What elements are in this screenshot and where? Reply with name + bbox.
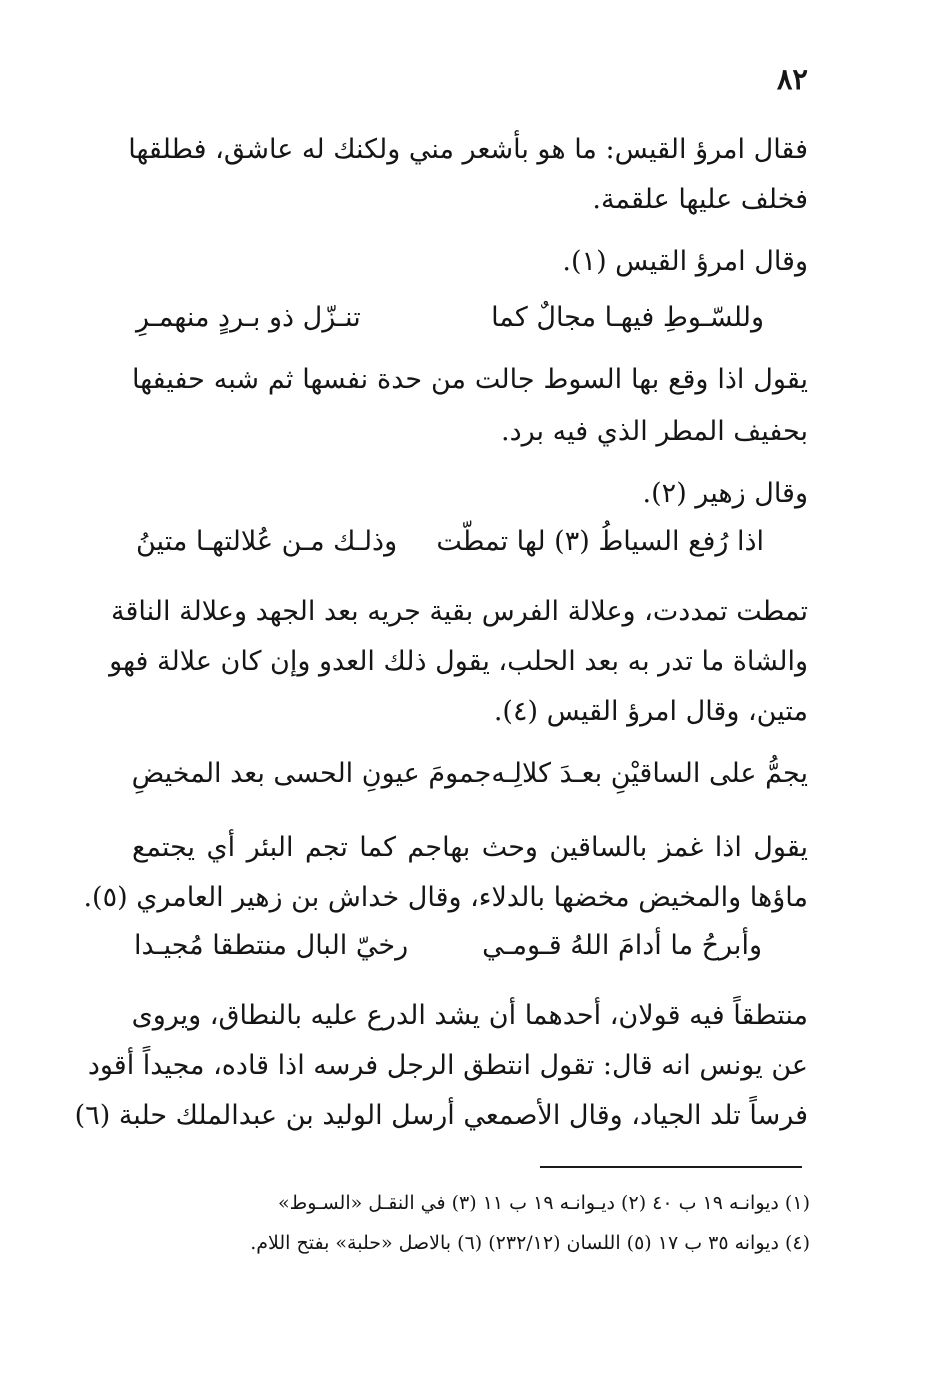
text-line: منتطقاً فيه قولان، أحدهما أن يشد الدرع عليه بالنطاق، ويروى <box>131 1000 808 1031</box>
text-line: وقال امرؤ القيس (١). <box>562 246 808 277</box>
footnote-line: (١) ديوانـه ١٩ ب ٤٠ (٢) ديـوانـه ١٩ ب ١١ (٣) في النقـل «السـوط» <box>278 1192 810 1214</box>
verse-first-hemistich: يجمُّ على الساقيْنِ بعـدَ كلالِـه <box>491 758 808 789</box>
text-line: تمطت تمددت، وعلالة الفرس بقية جريه بعد الجهد وعلالة الناقة <box>111 596 808 627</box>
text-line: عن يونس انه قال: تقول انتطق الرجل فرسه اذا قاده، مجيداً أقود <box>87 1050 808 1081</box>
text-line: فرساً تلد الجياد، وقال الأصمعي أرسل الوليد بن عبدالملك حلبة (٦) <box>74 1100 808 1131</box>
verse-line <box>132 752 808 796</box>
verse-first-hemistich: وأبرحُ ما أدامَ اللهُ قـومـي <box>482 930 762 961</box>
verse-second-hemistich: رخيّ البال منتطقا مُجيـدا <box>134 930 409 961</box>
verse-line <box>136 520 764 564</box>
text-line: يقول اذا غمز بالساقين وحث بهاجم كما تجم البئر أي يجتمع <box>132 832 808 863</box>
verse-first-hemistich: اذا رُفع السياطُ (٣) لها تمطّت <box>436 526 764 557</box>
text-line: متين، وقال امرؤ القيس (٤). <box>493 696 808 727</box>
text-line: بحفيف المطر الذي فيه برد. <box>501 416 808 447</box>
text-line: يقول اذا وقع بها السوط جالت من حدة نفسها ثم شبه حفيفها <box>132 364 808 395</box>
verse-line <box>134 924 762 968</box>
text-line: فقال امرؤ القيس: ما هو بأشعر مني ولكنك له عاشق، فطلقها <box>128 134 808 165</box>
verse-second-hemistich: تنـزّل ذو بـردٍ منهمـرِ <box>136 302 361 333</box>
text-line: فخلف عليها علقمة. <box>592 184 808 215</box>
text-line: والشاة ما تدر به بعد الحلب، يقول ذلك العدو وإن كان علالة فهو <box>109 646 808 677</box>
text-line: وقال زهير (٢). <box>642 478 808 509</box>
footnote-line: (٤) ديوانه ٣٥ ب ١٧ (٥) اللسان (٢٣٢/١٢) (٦) بالاصل «حلبة» بفتح اللام. <box>250 1232 810 1254</box>
page-number: ٨٢ <box>776 62 808 96</box>
verse-second-hemistich: جمومَ عيونِ الحسى بعد المخيضِ <box>131 758 492 789</box>
verse-first-hemistich: وللسّـوطِ فيهـا مجالٌ كما <box>491 302 764 333</box>
verse-line <box>136 296 764 340</box>
text-line: ماؤها والمخيض مخضها بالدلاء، وقال خداش بن زهير العامري (٥). <box>83 882 808 913</box>
verse-second-hemistich: وذلـك مـن عُلالتهـا متينُ <box>136 526 398 557</box>
footnote-divider <box>540 1166 802 1168</box>
